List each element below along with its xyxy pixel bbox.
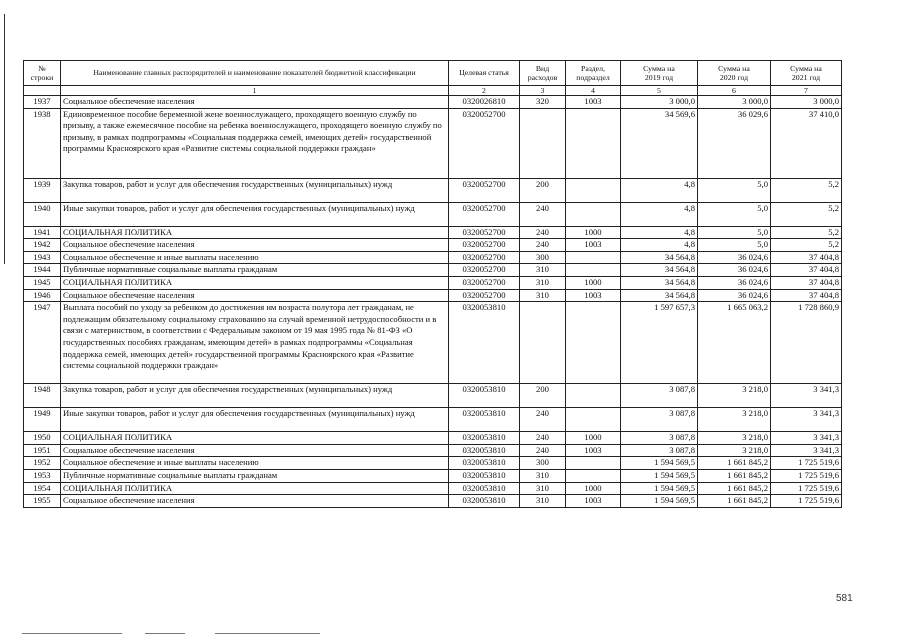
row-section: 1003	[566, 96, 621, 109]
row-sum-2020: 1 661 845,2	[698, 457, 771, 470]
row-sum-2019: 34 564,8	[621, 276, 698, 289]
row-sum-2020: 5,0	[698, 226, 771, 239]
row-expense-kind: 310	[520, 482, 566, 495]
row-expense-kind: 200	[520, 178, 566, 202]
row-name: СОЦИАЛЬНАЯ ПОЛИТИКА	[61, 432, 449, 445]
row-sum-2019: 1 594 569,5	[621, 482, 698, 495]
row-number: 1950	[24, 432, 61, 445]
row-name: Социальное обеспечение населения	[61, 289, 449, 302]
row-number: 1952	[24, 457, 61, 470]
row-expense-kind	[520, 108, 566, 178]
row-sum-2021: 1 725 519,6	[771, 482, 842, 495]
row-name: Публичные нормативные социальные выплаты гражданам	[61, 469, 449, 482]
table-row	[24, 469, 842, 482]
row-expense-kind: 300	[520, 251, 566, 264]
row-section	[566, 178, 621, 202]
row-name: Социальное обеспечение населения	[61, 96, 449, 109]
row-name: Социальное обеспечение населения	[61, 239, 449, 252]
row-name: СОЦИАЛЬНАЯ ПОЛИТИКА	[61, 482, 449, 495]
header-name: Наименование главных распорядителей и наименование показателей бюджетной классификации	[61, 61, 449, 86]
row-number: 1940	[24, 202, 61, 226]
row-name: Социальное обеспечение населения	[61, 444, 449, 457]
row-number: 1954	[24, 482, 61, 495]
row-expense-kind: 310	[520, 276, 566, 289]
row-section: 1000	[566, 276, 621, 289]
row-sum-2020: 36 024,6	[698, 264, 771, 277]
table-row	[24, 264, 842, 277]
row-sum-2020: 3 000,0	[698, 96, 771, 109]
row-target-article: 0320052700	[449, 226, 520, 239]
row-sum-2020: 3 218,0	[698, 384, 771, 408]
row-sum-2020: 36 024,6	[698, 289, 771, 302]
row-expense-kind: 310	[520, 289, 566, 302]
table-row	[24, 202, 842, 226]
table-row	[24, 178, 842, 202]
row-expense-kind: 310	[520, 495, 566, 508]
table-row	[24, 457, 842, 470]
scan-artifact-line	[145, 633, 185, 634]
table-row	[24, 444, 842, 457]
row-target-article: 0320053810	[449, 384, 520, 408]
row-target-article: 0320053810	[449, 444, 520, 457]
row-target-article: 0320053810	[449, 432, 520, 445]
row-section: 1003	[566, 289, 621, 302]
row-number: 1953	[24, 469, 61, 482]
row-target-article: 0320052700	[449, 251, 520, 264]
row-section: 1003	[566, 239, 621, 252]
row-name: Социальное обеспечение и иные выплаты населению	[61, 457, 449, 470]
row-target-article: 0320052700	[449, 276, 520, 289]
row-sum-2020: 3 218,0	[698, 408, 771, 432]
row-sum-2021: 3 341,3	[771, 432, 842, 445]
scan-artifact-line	[22, 633, 122, 634]
row-sum-2020: 5,0	[698, 178, 771, 202]
row-expense-kind: 240	[520, 408, 566, 432]
row-sum-2019: 4,8	[621, 226, 698, 239]
row-sum-2021: 1 725 519,6	[771, 495, 842, 508]
col-number: 7	[771, 86, 842, 96]
row-name: Социальное обеспечение населения	[61, 495, 449, 508]
row-target-article: 0320052700	[449, 108, 520, 178]
page-number: 581	[836, 593, 853, 604]
row-expense-kind: 310	[520, 469, 566, 482]
row-name: Социальное обеспечение и иные выплаты населению	[61, 251, 449, 264]
row-sum-2019: 34 564,8	[621, 251, 698, 264]
row-number: 1948	[24, 384, 61, 408]
row-name: Иные закупки товаров, работ и услуг для обеспечения государственных (муниципальных) нужд	[61, 202, 449, 226]
row-target-article: 0320053810	[449, 457, 520, 470]
row-target-article: 0320053810	[449, 482, 520, 495]
row-sum-2019: 4,8	[621, 239, 698, 252]
row-section: 1000	[566, 432, 621, 445]
row-sum-2019: 4,8	[621, 202, 698, 226]
row-sum-2019: 3 000,0	[621, 96, 698, 109]
row-section	[566, 408, 621, 432]
row-sum-2021: 5,2	[771, 178, 842, 202]
row-number: 1937	[24, 96, 61, 109]
row-sum-2020: 3 218,0	[698, 444, 771, 457]
table-row	[24, 432, 842, 445]
row-sum-2021: 5,2	[771, 239, 842, 252]
row-target-article: 0320053810	[449, 495, 520, 508]
row-expense-kind: 310	[520, 264, 566, 277]
row-sum-2021: 1 725 519,6	[771, 457, 842, 470]
row-expense-kind: 320	[520, 96, 566, 109]
binding-rule	[4, 14, 5, 264]
row-sum-2020: 36 024,6	[698, 251, 771, 264]
row-expense-kind	[520, 302, 566, 384]
row-name: СОЦИАЛЬНАЯ ПОЛИТИКА	[61, 276, 449, 289]
col-number: 6	[698, 86, 771, 96]
table-row	[24, 384, 842, 408]
row-name: Закупка товаров, работ и услуг для обеспечения государственных (муниципальных) нужд	[61, 178, 449, 202]
table-row	[24, 289, 842, 302]
row-expense-kind: 200	[520, 384, 566, 408]
row-sum-2021: 3 341,3	[771, 408, 842, 432]
table-row	[24, 276, 842, 289]
row-sum-2021: 3 341,3	[771, 444, 842, 457]
row-expense-kind: 240	[520, 444, 566, 457]
row-sum-2019: 34 564,8	[621, 289, 698, 302]
row-sum-2020: 1 661 845,2	[698, 495, 771, 508]
row-name: Публичные нормативные социальные выплаты гражданам	[61, 264, 449, 277]
column-number-row	[24, 86, 842, 96]
row-sum-2021: 5,2	[771, 202, 842, 226]
row-sum-2021: 3 000,0	[771, 96, 842, 109]
header-sum-2020: Сумма на 2020 год	[698, 61, 771, 86]
row-target-article: 0320052700	[449, 178, 520, 202]
col-number: 4	[566, 86, 621, 96]
row-sum-2019: 3 087,8	[621, 408, 698, 432]
row-section	[566, 202, 621, 226]
row-name: Единовременное пособие беременной жене военнослужащего, проходящего военную службу по призыву, а также ежемесячное пособие на ребенка военнослужащего, проходящего военную службу по призыву, в рамках подпрограммы «Социальная поддержка семей, имеющих детей» государственной программы Красноярского края «Развитие системы социальной поддержки граждан»	[61, 108, 449, 178]
row-sum-2019: 1 597 657,3	[621, 302, 698, 384]
row-section	[566, 384, 621, 408]
table-row	[24, 251, 842, 264]
row-target-article: 0320026810	[449, 96, 520, 109]
row-section	[566, 264, 621, 277]
row-number: 1947	[24, 302, 61, 384]
row-sum-2019: 3 087,8	[621, 444, 698, 457]
row-expense-kind: 240	[520, 432, 566, 445]
row-name: Закупка товаров, работ и услуг для обеспечения государственных (муниципальных) нужд	[61, 384, 449, 408]
row-target-article: 0320052700	[449, 202, 520, 226]
table-row	[24, 108, 842, 178]
table-row	[24, 495, 842, 508]
table-row	[24, 96, 842, 109]
table-row	[24, 226, 842, 239]
row-number: 1945	[24, 276, 61, 289]
header-row	[24, 61, 842, 86]
row-sum-2019: 4,8	[621, 178, 698, 202]
row-section	[566, 108, 621, 178]
row-target-article: 0320053810	[449, 302, 520, 384]
row-number: 1942	[24, 239, 61, 252]
col-number: 3	[520, 86, 566, 96]
row-name: Выплата пособий по уходу за ребенком до достижения им возраста полутора лет гражданам, не подлежащим обязательному социальному страхованию на случай временной нетрудоспособности и в связи с материнством, в соответствии с Федеральным законом от 19 мая 1995 года № 81-ФЗ «О государственных пособиях гражданам, имеющим детей» в рамках подпрограммы «Социальная поддержка семей, имеющих детей» государственной программы Красноярского края «Развитие системы социальной поддержки граждан»	[61, 302, 449, 384]
row-target-article: 0320053810	[449, 408, 520, 432]
col-number	[24, 86, 61, 96]
row-section	[566, 251, 621, 264]
header-row-no: № строки	[24, 61, 61, 86]
row-sum-2021: 37 410,0	[771, 108, 842, 178]
row-sum-2019: 34 564,8	[621, 264, 698, 277]
row-number: 1946	[24, 289, 61, 302]
row-sum-2020: 1 661 845,2	[698, 482, 771, 495]
row-number: 1941	[24, 226, 61, 239]
row-name: Иные закупки товаров, работ и услуг для обеспечения государственных (муниципальных) нужд	[61, 408, 449, 432]
row-name: СОЦИАЛЬНАЯ ПОЛИТИКА	[61, 226, 449, 239]
row-sum-2020: 1 661 845,2	[698, 469, 771, 482]
row-section	[566, 469, 621, 482]
row-sum-2020: 5,0	[698, 202, 771, 226]
row-section: 1000	[566, 482, 621, 495]
col-number: 1	[61, 86, 449, 96]
row-sum-2019: 1 594 569,5	[621, 457, 698, 470]
header-section: Раздел, подраздел	[566, 61, 621, 86]
row-target-article: 0320052700	[449, 289, 520, 302]
row-number: 1949	[24, 408, 61, 432]
row-number: 1943	[24, 251, 61, 264]
row-sum-2021: 1 728 860,9	[771, 302, 842, 384]
scan-artifact-line	[215, 633, 320, 634]
row-sum-2021: 37 404,8	[771, 276, 842, 289]
row-section: 1000	[566, 226, 621, 239]
table-row	[24, 482, 842, 495]
row-expense-kind: 240	[520, 202, 566, 226]
col-number: 2	[449, 86, 520, 96]
row-sum-2021: 37 404,8	[771, 264, 842, 277]
row-section	[566, 457, 621, 470]
row-sum-2020: 36 024,6	[698, 276, 771, 289]
header-sum-2019: Сумма на 2019 год	[621, 61, 698, 86]
row-section: 1003	[566, 444, 621, 457]
row-sum-2021: 37 404,8	[771, 251, 842, 264]
row-sum-2020: 5,0	[698, 239, 771, 252]
row-sum-2019: 3 087,8	[621, 432, 698, 445]
row-expense-kind: 240	[520, 226, 566, 239]
row-number: 1944	[24, 264, 61, 277]
row-expense-kind: 300	[520, 457, 566, 470]
row-target-article: 0320052700	[449, 239, 520, 252]
header-target: Целевая статья	[449, 61, 520, 86]
row-sum-2019: 3 087,8	[621, 384, 698, 408]
table-row	[24, 408, 842, 432]
row-section: 1003	[566, 495, 621, 508]
row-sum-2020: 3 218,0	[698, 432, 771, 445]
header-kind: Вид расходов	[520, 61, 566, 86]
row-sum-2020: 36 029,6	[698, 108, 771, 178]
table-row	[24, 302, 842, 384]
row-sum-2019: 1 594 569,5	[621, 469, 698, 482]
row-number: 1938	[24, 108, 61, 178]
col-number: 5	[621, 86, 698, 96]
row-target-article: 0320052700	[449, 264, 520, 277]
row-number: 1955	[24, 495, 61, 508]
row-section	[566, 302, 621, 384]
table-row	[24, 239, 842, 252]
row-sum-2019: 1 594 569,5	[621, 495, 698, 508]
row-sum-2021: 37 404,8	[771, 289, 842, 302]
row-number: 1939	[24, 178, 61, 202]
row-target-article: 0320053810	[449, 469, 520, 482]
budget-table	[23, 60, 842, 508]
row-sum-2021: 5,2	[771, 226, 842, 239]
row-sum-2021: 3 341,3	[771, 384, 842, 408]
row-sum-2019: 34 569,6	[621, 108, 698, 178]
header-sum-2021: Сумма на 2021 год	[771, 61, 842, 86]
row-number: 1951	[24, 444, 61, 457]
row-sum-2021: 1 725 519,6	[771, 469, 842, 482]
row-expense-kind: 240	[520, 239, 566, 252]
row-sum-2020: 1 665 063,2	[698, 302, 771, 384]
